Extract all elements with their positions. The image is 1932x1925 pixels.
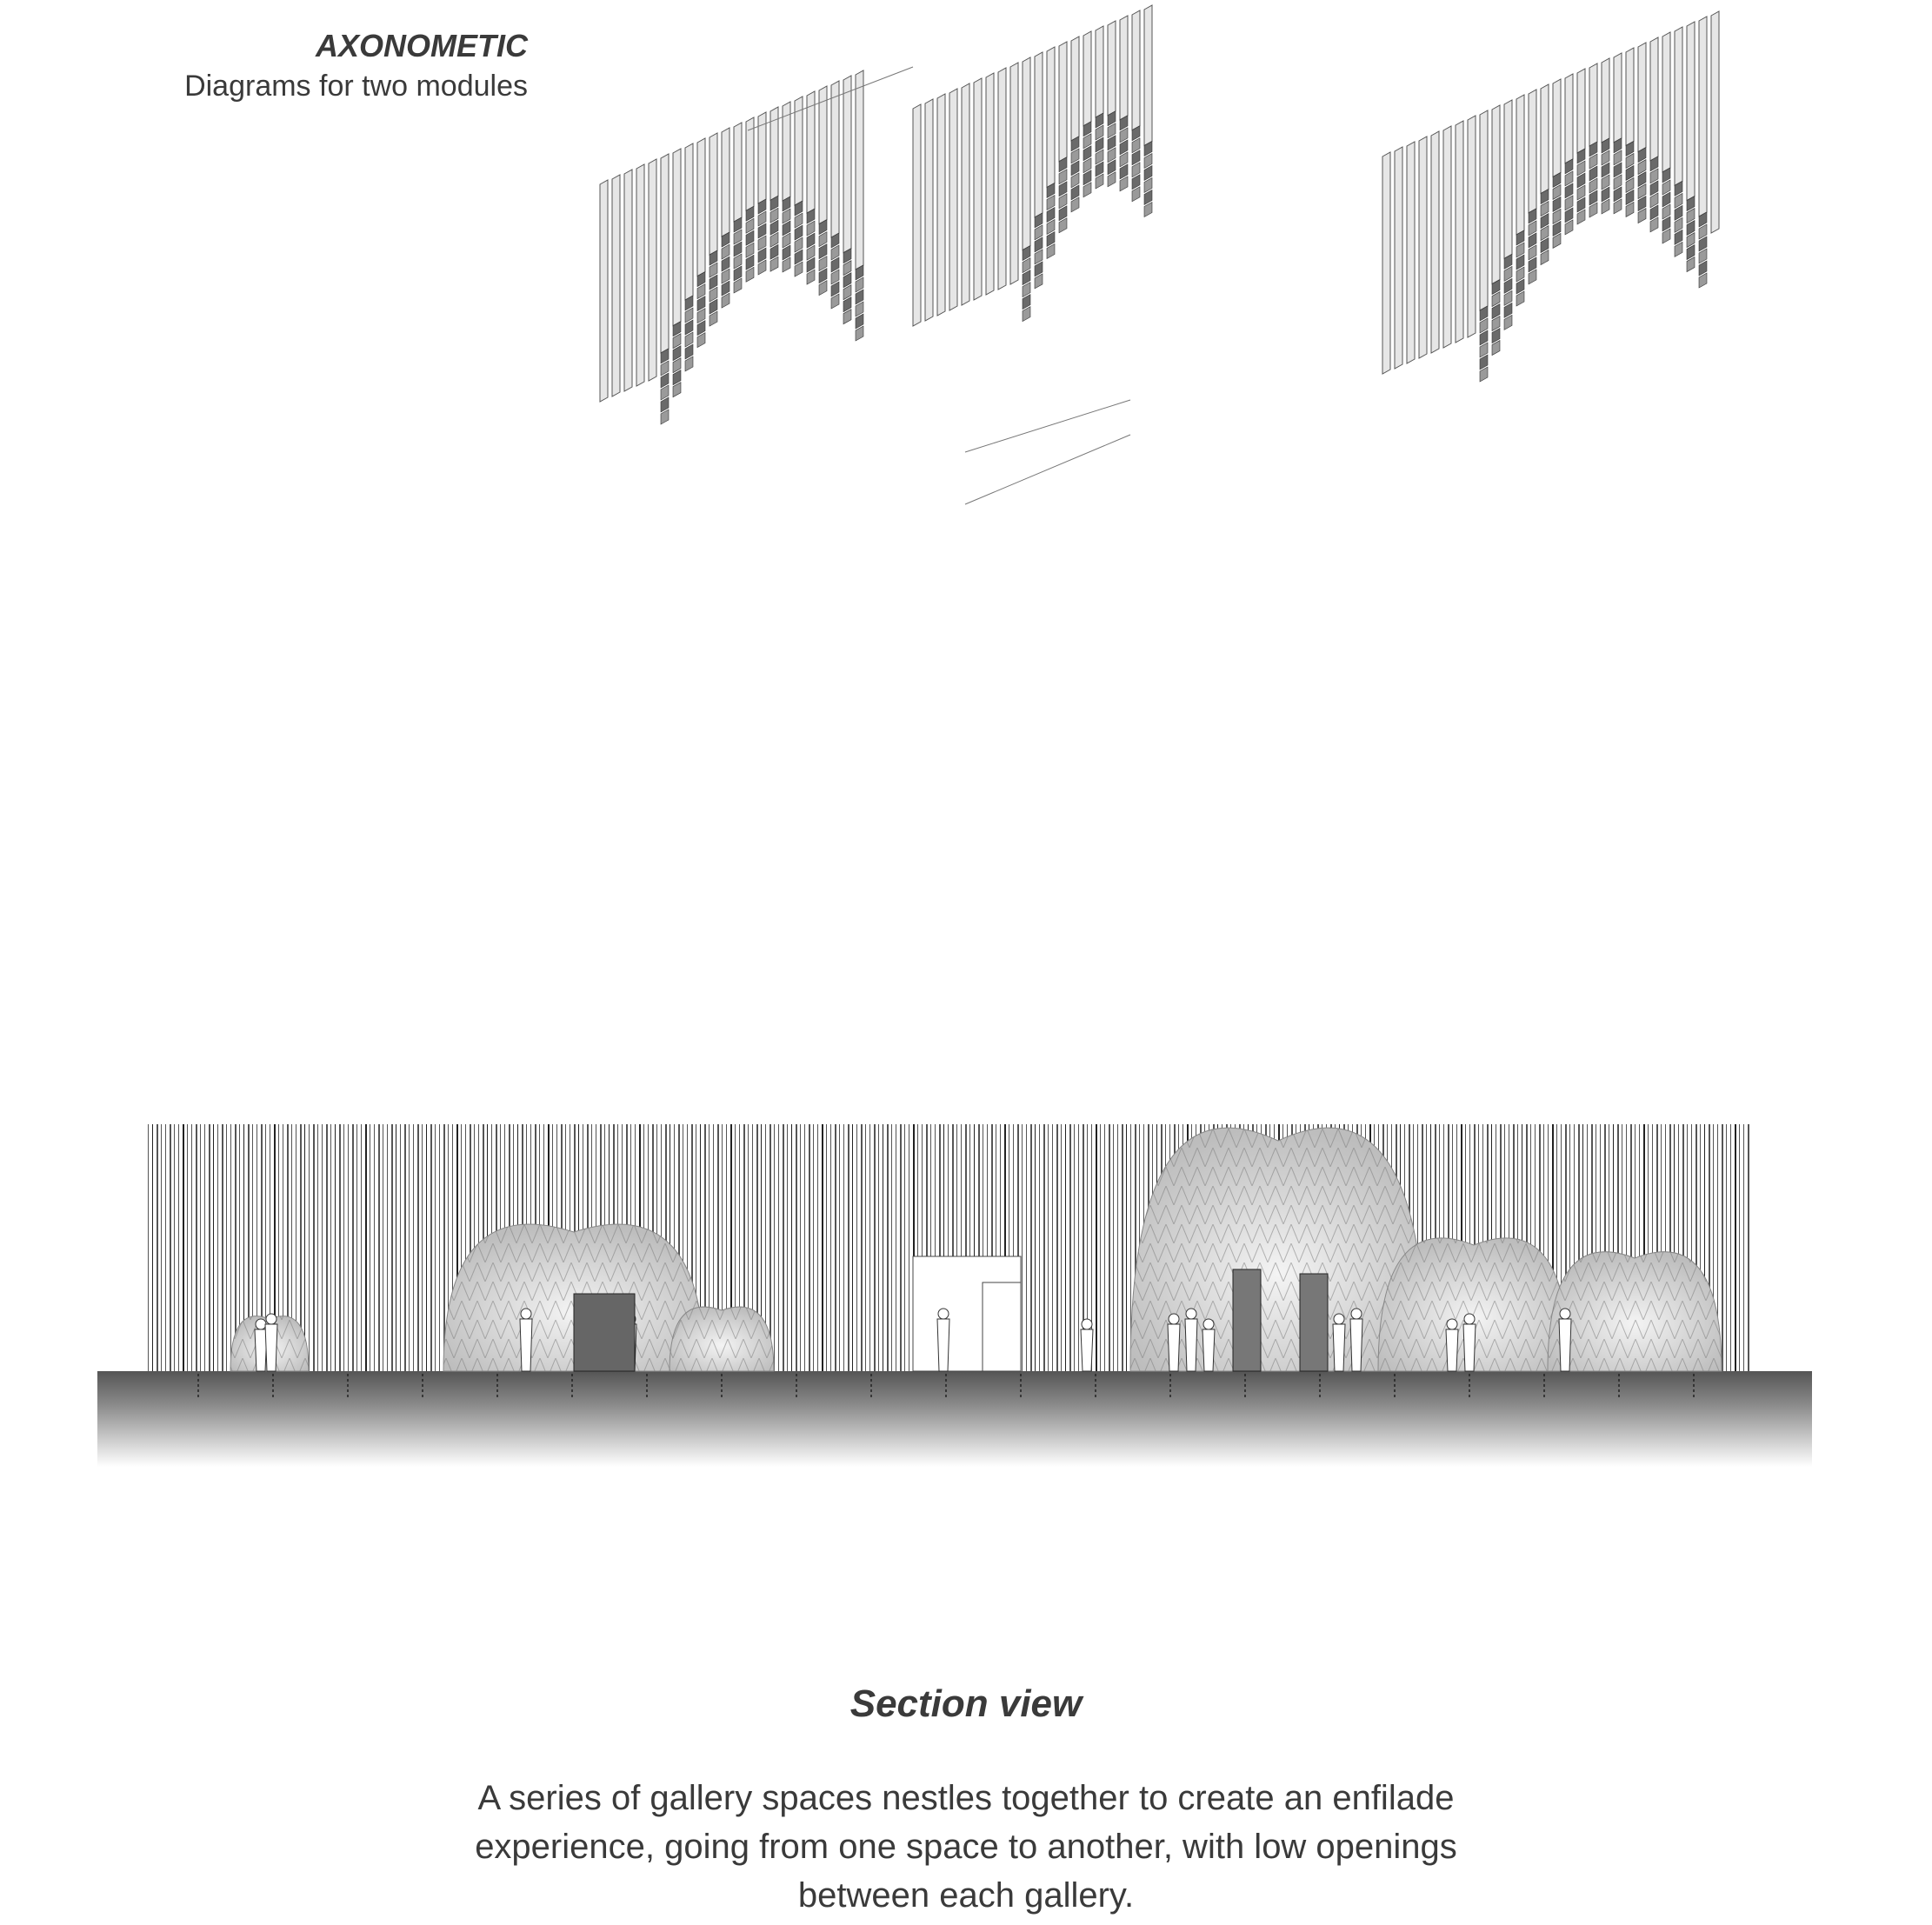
axo-fin [1144, 5, 1152, 145]
axo-fin [1431, 131, 1439, 353]
axo-fin [1577, 69, 1585, 153]
section-fin [313, 1124, 315, 1371]
axo-fin [1711, 11, 1719, 233]
axonometric-title: AXONOMETIC [315, 28, 528, 63]
section-vase [574, 1294, 635, 1371]
section-figure-body [1559, 1319, 1571, 1371]
section-figure-body [1185, 1319, 1197, 1371]
section-fin [191, 1124, 192, 1371]
section-fin [1065, 1124, 1066, 1371]
section-statue [1300, 1274, 1328, 1371]
axo-fin [819, 86, 827, 224]
section-fin [409, 1124, 410, 1371]
section-fin [1730, 1124, 1731, 1371]
axo-fin [734, 123, 742, 222]
axo-fin [1553, 79, 1561, 177]
section-fin [1109, 1124, 1110, 1371]
axo-fin [1541, 84, 1549, 194]
section-fin [817, 1124, 818, 1371]
section-figure-body [1350, 1319, 1362, 1371]
section-fin [217, 1124, 218, 1371]
section-fin [865, 1124, 866, 1371]
section-fin [1096, 1124, 1097, 1371]
section-fin [1074, 1124, 1075, 1371]
section-fin [1117, 1124, 1118, 1371]
section-figure-head [1203, 1319, 1214, 1329]
section-fin [161, 1124, 162, 1371]
section-figure-body [937, 1319, 949, 1371]
axo-fin [600, 180, 608, 402]
section-fin [1052, 1124, 1053, 1371]
axo-fin [1638, 43, 1646, 152]
section-fin [822, 1124, 823, 1371]
axo-fin [937, 94, 945, 316]
axonometric-subtitle: Diagrams for two modules [184, 70, 528, 103]
section-fin [1122, 1124, 1123, 1371]
section-fin [1061, 1124, 1062, 1371]
section-fin [304, 1124, 305, 1371]
section-figure-head [1334, 1314, 1344, 1324]
axo-fin [807, 91, 815, 213]
section-figure-body [1333, 1324, 1345, 1371]
axo-fin [1529, 90, 1536, 213]
section-figure-body [1081, 1329, 1093, 1371]
section-fin [1069, 1124, 1071, 1371]
axo-fin [1480, 110, 1488, 310]
section-fin [348, 1124, 349, 1371]
section-figure-head [256, 1319, 266, 1329]
section-fin [309, 1124, 310, 1371]
axo-fin [1662, 32, 1670, 172]
section-fin [157, 1124, 158, 1371]
axo-fin [795, 97, 803, 205]
section-fin [204, 1124, 205, 1371]
axo-fin [1516, 95, 1524, 235]
section-figure-body [520, 1319, 532, 1371]
axo-fin [1626, 48, 1634, 145]
section-dome-pattern [670, 1307, 774, 1371]
axo-fin [661, 154, 669, 353]
axo-fin [1395, 147, 1402, 369]
axo-fin [949, 89, 957, 310]
axo-fin [673, 149, 681, 326]
section-figure-body [265, 1324, 277, 1371]
axo-fin [843, 76, 851, 253]
section-fin [1043, 1124, 1045, 1371]
section-fin [1039, 1124, 1040, 1371]
axo-fin [612, 175, 620, 396]
section-fin [813, 1124, 814, 1371]
axo-fin [925, 99, 933, 321]
section-fin [809, 1124, 810, 1371]
section-fin [1078, 1124, 1079, 1371]
axo-fin [1419, 137, 1427, 358]
section-fin [869, 1124, 870, 1371]
section-fin [1056, 1124, 1058, 1371]
axo-fin [636, 164, 644, 386]
section-fin [209, 1124, 210, 1371]
axo-link-line [965, 400, 1130, 452]
section-figure-head [521, 1309, 531, 1319]
section-fin [1739, 1124, 1740, 1371]
axo-fin [986, 73, 994, 295]
section-figure-body [1463, 1324, 1476, 1371]
section-fin [796, 1124, 797, 1371]
section-fin [361, 1124, 362, 1371]
axo-fin [1565, 74, 1573, 163]
section-figure-head [1464, 1314, 1475, 1324]
axo-fin [710, 133, 717, 255]
section-fin [330, 1124, 331, 1371]
section-fin [317, 1124, 318, 1371]
section-fin [174, 1124, 175, 1371]
axo-fin [1035, 52, 1043, 217]
axo-fin [1687, 22, 1695, 201]
section-fin [835, 1124, 836, 1371]
axo-fin [1504, 100, 1512, 258]
section-fin [430, 1124, 432, 1371]
section-fin [848, 1124, 849, 1371]
section-fin [839, 1124, 840, 1371]
section-fin [413, 1124, 414, 1371]
section-fin [435, 1124, 436, 1371]
axo-fin [1675, 27, 1682, 185]
section-figure-body [255, 1329, 267, 1371]
section-fin [387, 1124, 388, 1371]
section-fin [1030, 1124, 1032, 1371]
section-fin [183, 1124, 184, 1371]
section-fin [343, 1124, 344, 1371]
section-fin [326, 1124, 328, 1371]
section-fin [878, 1124, 879, 1371]
axo-fin [746, 117, 754, 210]
axo-fin [1083, 31, 1091, 126]
section-fin [196, 1124, 197, 1371]
section-figure-head [938, 1309, 949, 1319]
axo-fin [1071, 37, 1079, 141]
section-fin [178, 1124, 179, 1371]
section-fin [1048, 1124, 1049, 1371]
axo-fin [1492, 105, 1500, 284]
section-fin [165, 1124, 166, 1371]
section-fin [352, 1124, 354, 1371]
section-fin [439, 1124, 440, 1371]
section-fin [170, 1124, 171, 1371]
axo-fin [1047, 47, 1055, 187]
section-fin [861, 1124, 863, 1371]
section-fin [322, 1124, 323, 1371]
axonometric-module-split [600, 5, 1152, 504]
section-fin [213, 1124, 214, 1371]
section-fin [339, 1124, 341, 1371]
axo-fin [831, 81, 839, 237]
axo-fin [1602, 58, 1609, 143]
section-fin [187, 1124, 188, 1371]
section-figure-body [1203, 1329, 1215, 1371]
section-fin [230, 1124, 231, 1371]
axonometric-module-assembled [1382, 11, 1719, 382]
section-fin [335, 1124, 336, 1371]
section-fin [400, 1124, 401, 1371]
section-figure-head [1560, 1309, 1570, 1319]
axo-fin [998, 68, 1006, 290]
axo-link-line [965, 435, 1130, 504]
section-fin [1126, 1124, 1127, 1371]
section-fin [152, 1124, 153, 1371]
section-figure-head [1186, 1309, 1196, 1319]
section-figure-head [1169, 1314, 1179, 1324]
section-figure-head [1082, 1319, 1092, 1329]
section-fin [356, 1124, 357, 1371]
section-fin [426, 1124, 427, 1371]
section-fin [365, 1124, 367, 1371]
axo-fin [1096, 26, 1103, 117]
section-fin [417, 1124, 419, 1371]
axo-fin [1023, 57, 1030, 250]
section-fin [148, 1124, 149, 1371]
section-fin [804, 1124, 805, 1371]
axo-fin [1650, 37, 1658, 161]
axo-fin [1108, 21, 1116, 116]
section-fin [222, 1124, 223, 1371]
section-figure-body [1446, 1329, 1458, 1371]
section-description: A series of gallery spaces nestles together to create an enfilade experience, going from one space to another, with low openings between each gallery. [475, 1779, 1457, 1915]
axo-fin [1699, 17, 1707, 216]
axo-fin [685, 143, 693, 300]
section-fin [787, 1124, 788, 1371]
section-fin [404, 1124, 406, 1371]
section-fin [791, 1124, 792, 1371]
section-fin [1722, 1124, 1723, 1371]
section-fin [1735, 1124, 1736, 1371]
section-fin [830, 1124, 831, 1371]
axo-fin [722, 128, 729, 236]
section-fin [856, 1124, 857, 1371]
section-fin [891, 1124, 892, 1371]
axo-fin [1468, 116, 1476, 337]
axo-fin [1456, 121, 1463, 343]
axo-fin [1132, 10, 1140, 130]
section-drawing [97, 1124, 1812, 1467]
axo-fin [624, 170, 632, 391]
axo-fin [1120, 16, 1128, 120]
section-fin [1026, 1124, 1027, 1371]
section-fin [200, 1124, 201, 1371]
section-title: Section view [849, 1682, 1083, 1725]
section-dome-pattern [1548, 1252, 1722, 1371]
section-figure-head [1447, 1319, 1457, 1329]
axo-fin [913, 104, 921, 326]
axo-fin [856, 70, 863, 270]
section-fin [378, 1124, 380, 1371]
section-fin [422, 1124, 423, 1371]
section-fin [374, 1124, 375, 1371]
section-fin [826, 1124, 827, 1371]
section-fin [1726, 1124, 1727, 1371]
axo-fin [1059, 42, 1067, 162]
section-fin [887, 1124, 889, 1371]
section-figure-body [1168, 1324, 1180, 1371]
axo-fin [1010, 63, 1018, 284]
section-fin [843, 1124, 844, 1371]
section-fin [852, 1124, 853, 1371]
section-fin [226, 1124, 227, 1371]
axo-fin [649, 159, 656, 381]
section-fin [774, 1124, 775, 1371]
section-fin [1022, 1124, 1023, 1371]
axo-fin [1382, 152, 1390, 374]
section-fin [1100, 1124, 1101, 1371]
axo-fin [974, 78, 982, 300]
section-doorway [983, 1282, 1021, 1371]
section-fin [904, 1124, 905, 1371]
axo-fin [1614, 53, 1622, 143]
axo-fin [697, 138, 705, 276]
section-figure-head [1351, 1309, 1362, 1319]
axo-fin [1443, 126, 1451, 348]
section-fin [800, 1124, 801, 1371]
section-fin [1113, 1124, 1114, 1371]
axo-fin [1589, 63, 1597, 146]
axo-fin [1407, 142, 1415, 363]
section-fin [1035, 1124, 1036, 1371]
section-fin [391, 1124, 393, 1371]
section-statue [1233, 1269, 1261, 1371]
axo-link-line [748, 67, 913, 130]
section-figure-head [266, 1314, 276, 1324]
section-fin [1104, 1124, 1105, 1371]
axo-fin [962, 83, 969, 305]
section-fin [874, 1124, 876, 1371]
section-fin [778, 1124, 779, 1371]
section-fin [1748, 1124, 1749, 1371]
section-ground [97, 1371, 1812, 1467]
section-fin [1743, 1124, 1744, 1371]
section-fin [783, 1124, 784, 1371]
section-fin [900, 1124, 902, 1371]
